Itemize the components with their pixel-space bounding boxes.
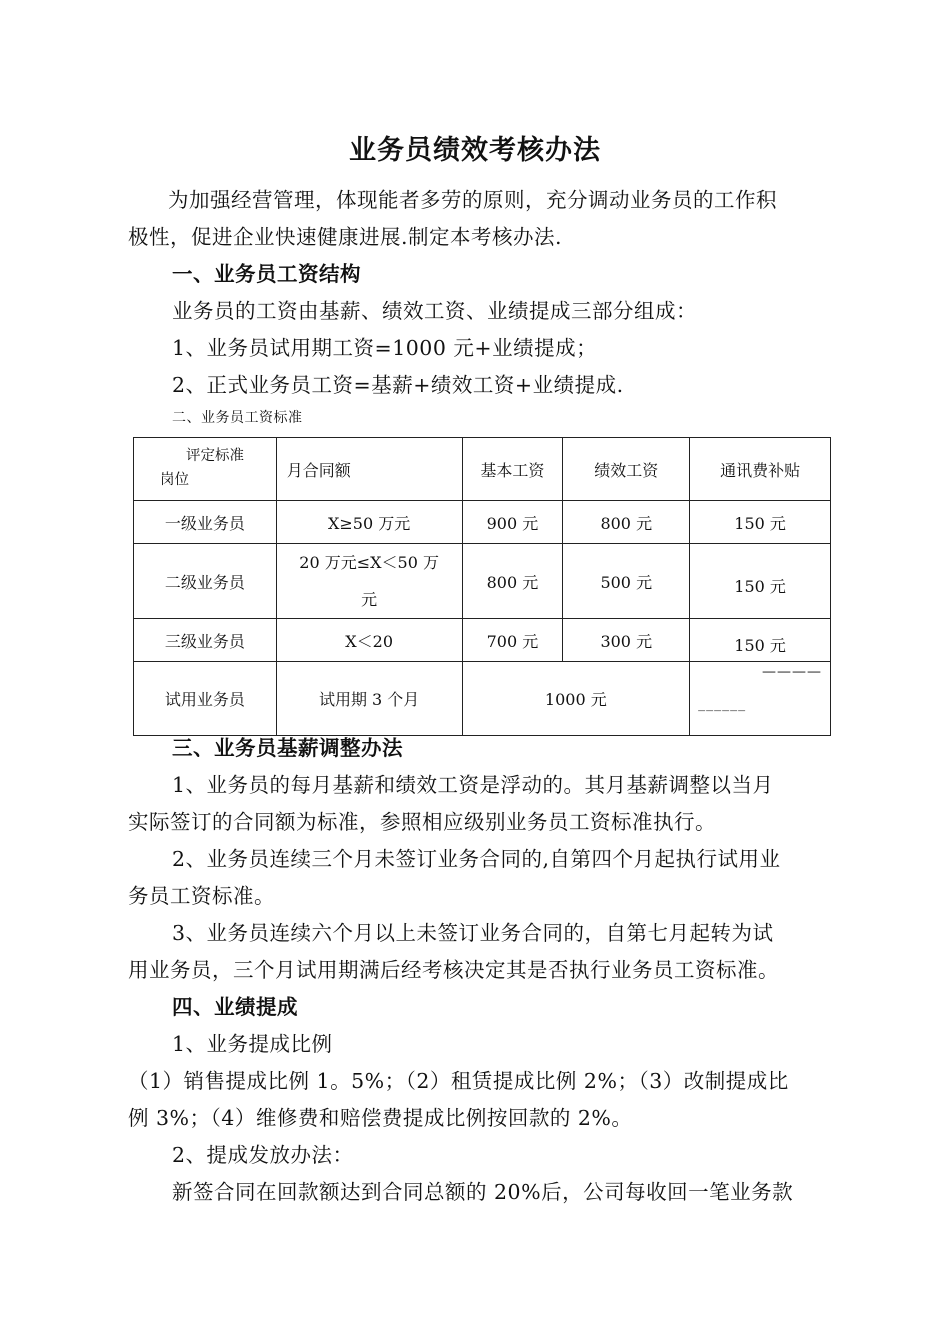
header-criteria-label: 评定标准 xyxy=(186,448,244,464)
section-4-heading: 四、业绩提成 xyxy=(172,995,298,1019)
section-3-heading: 三、业务员基薪调整办法 xyxy=(172,736,403,760)
cell-post: 二级业务员 xyxy=(134,544,277,619)
header-contract: 月合同额 xyxy=(276,438,462,501)
table-row xyxy=(134,662,831,736)
header-base-salary: 基本工资 xyxy=(462,438,563,501)
intro-line-2: 极性，促进企业快速健康进展.制定本考核办法. xyxy=(128,225,563,249)
section-4-para-3: 2、提成发放办法： xyxy=(172,1143,354,1167)
cell-contract xyxy=(276,544,462,619)
table-row xyxy=(134,544,831,619)
section-3-para-2-line-2: 务员工资标准。 xyxy=(128,884,275,908)
section-3-para-3-line-1: 3、业务员连续六个月以上未签订业务合同的，自第七月起转为试 xyxy=(172,921,774,945)
cell-comm: 150 元 xyxy=(690,619,831,662)
section-1-para-3: 2、正式业务员工资=基薪+绩效工资+业绩提成. xyxy=(172,373,624,397)
cell-contract: 试用期 3 个月 xyxy=(276,662,462,736)
section-2-heading: 二、业务员工资标准 xyxy=(172,410,303,426)
cell-perf: 500 元 xyxy=(563,544,690,619)
section-3-para-1-line-2: 实际签订的合同额为标准，参照相应级别业务员工资标准执行。 xyxy=(128,810,716,834)
document-title: 业务员绩效考核办法 xyxy=(349,135,601,166)
header-performance-salary: 绩效工资 xyxy=(563,438,690,501)
header-communication-allowance: 通讯费补贴 xyxy=(690,438,831,501)
section-1-para-1: 业务员的工资由基薪、绩效工资、业绩提成三部分组成： xyxy=(172,299,697,323)
cell-post: 试用业务员 xyxy=(134,662,277,736)
section-4-para-4: 新签合同在回款额达到合同总额的 20%后，公司每收回一笔业务款 xyxy=(172,1180,794,1204)
header-diagonal-cell xyxy=(134,438,277,501)
cell-base: 700 元 xyxy=(462,619,563,662)
cell-base: 800 元 xyxy=(462,544,563,619)
cell-post: 三级业务员 xyxy=(134,619,277,662)
table-header-row xyxy=(134,438,831,501)
cell-base: 900 元 xyxy=(462,501,563,544)
intro-line-1: 为加强经营管理，体现能者多劳的原则，充分调动业务员的工作积 xyxy=(168,188,777,212)
section-3-para-1-line-1: 1、业务员的每月基薪和绩效工资是浮动的。其月基薪调整以当月 xyxy=(172,773,774,797)
section-4-para-1: 1、业务提成比例 xyxy=(172,1032,333,1056)
cell-comm-dash-2: ______ xyxy=(698,696,747,712)
salary-standard-table xyxy=(133,437,831,736)
cell-comm-dash-1: ———— xyxy=(762,664,822,680)
section-3-para-2-line-1: 2、业务员连续三个月未签订业务合同的,自第四个月起执行试用业 xyxy=(172,847,781,871)
section-1-para-2: 1、业务员试用期工资=1000 元+业绩提成； xyxy=(172,336,598,360)
table-row xyxy=(134,619,831,662)
section-3-para-3-line-2: 用业务员，三个月试用期满后经考核决定其是否执行业务员工资标准。 xyxy=(128,958,779,982)
cell-perf: 800 元 xyxy=(563,501,690,544)
cell-comm: 150 元 xyxy=(690,501,831,544)
cell-contract-line-1: 20 万元≤X＜50 万 xyxy=(299,553,439,572)
section-1-heading: 一、业务员工资结构 xyxy=(172,262,361,286)
cell-comm xyxy=(690,662,831,736)
cell-contract-line-2: 元 xyxy=(361,590,378,609)
section-4-para-2-line-2: 例 3%；（4）维修费和赔偿费提成比例按回款的 2%。 xyxy=(128,1106,633,1130)
cell-perf: 300 元 xyxy=(563,619,690,662)
cell-merged-salary: 1000 元 xyxy=(462,662,690,736)
table-row xyxy=(134,501,831,544)
header-post-label: 岗位 xyxy=(160,472,189,488)
cell-post: 一级业务员 xyxy=(134,501,277,544)
cell-contract: X≥50 万元 xyxy=(276,501,462,544)
cell-comm: 150 元 xyxy=(690,544,831,619)
section-4-para-2-line-1: （1）销售提成比例 1。5%；（2）租赁提成比例 2%；（3）改制提成比 xyxy=(128,1069,789,1093)
cell-contract: X＜20 xyxy=(276,619,462,662)
